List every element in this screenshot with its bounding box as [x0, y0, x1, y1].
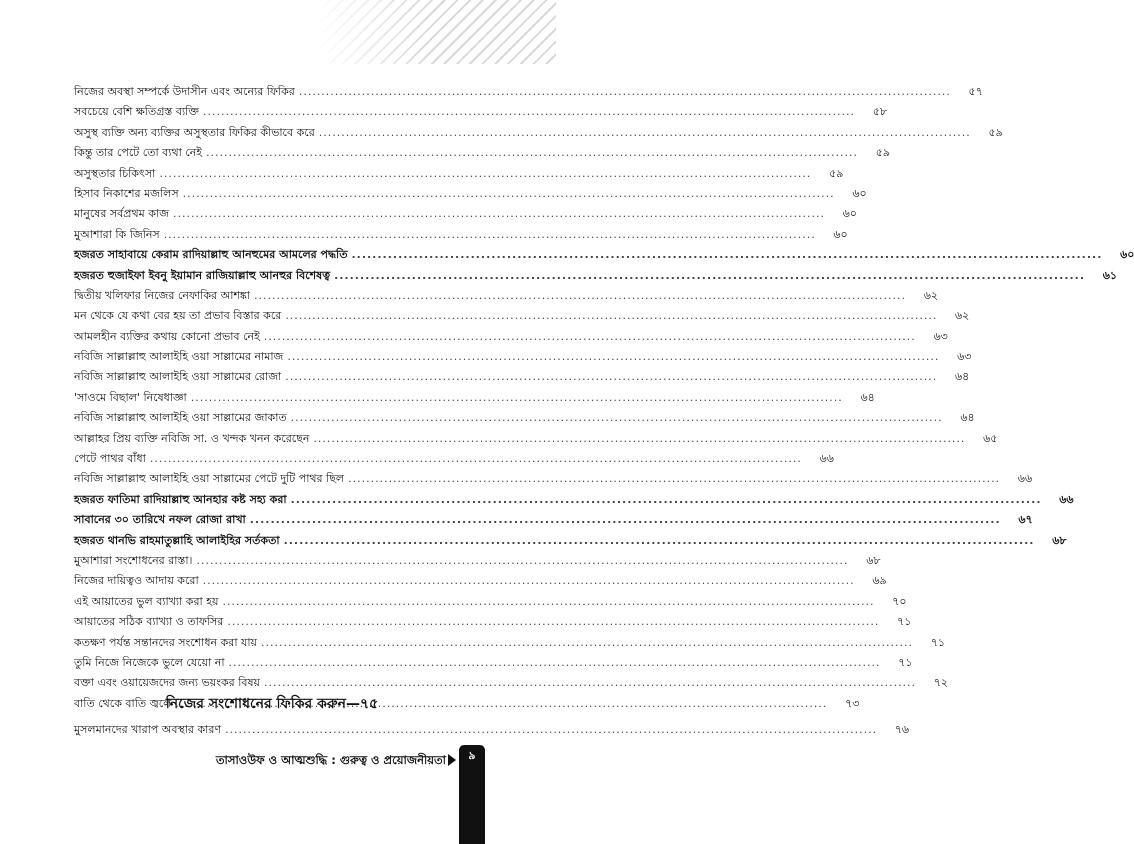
toc-entry-title: হজরত থানভি রাহমাতুল্লাহি আলাইহির সর্তকতা	[74, 533, 280, 547]
toc-entry-title: হজরত ফাতিমা রাদিয়াল্লাহু আনহার কষ্ট সহ্য করা	[74, 492, 287, 506]
toc-entry-page: ৭২	[933, 676, 949, 690]
toc-entry-title: হজরত সাহাবায়ে কেরাম রাদিয়াল্লাহু আনহুমের আমলের পদ্ধতি	[74, 248, 348, 262]
toc-entry[interactable]	[74, 653, 913, 673]
toc-entry-page: ৬০	[852, 186, 867, 200]
toc-entry-title: কিন্তু তার পেটে তো ব্যথা নেই	[74, 146, 203, 160]
leader-dots	[223, 592, 875, 612]
toc-entry-title: আল্লাহর প্রিয় ব্যক্তি নবিজি সা. ও খন্দক খনন করেছেন	[74, 431, 310, 445]
toc-entry[interactable]	[74, 571, 887, 591]
toc-entry[interactable]	[74, 164, 844, 184]
toc-entry[interactable]	[74, 184, 867, 204]
toc-entry-page: ৭০	[892, 594, 907, 608]
triangle-right-icon	[448, 754, 456, 766]
toc-entry-title: মন থেকে যে কথা বের হয় তা প্রভাব বিস্তার করে	[74, 309, 282, 323]
toc-entry-page: ৭৩	[845, 696, 860, 710]
leader-dots	[250, 510, 1001, 530]
toc-entry-title: অসুস্থতার চিকিৎসা	[74, 166, 156, 180]
toc-entry[interactable]	[74, 490, 1074, 510]
toc-entry-title: কতক্ষণ পর্যন্ত সন্তানদের সংশোধন করা যায়	[74, 635, 258, 649]
toc-entry[interactable]	[74, 327, 948, 347]
page-number: ৯	[468, 749, 476, 762]
toc-entry-title: বক্তা এবং ওয়ায়েজদের জন্য ভয়ংকর বিষয়	[74, 676, 261, 690]
toc-entry-page: ৭১	[897, 615, 912, 629]
toc-entry-title: সবচেয়ে বেশি ক্ষতিগ্রস্ত ব্যক্তি	[74, 105, 199, 119]
leader-dots	[173, 204, 825, 224]
leader-dots	[225, 720, 877, 740]
leader-dots	[319, 123, 971, 143]
toc-entry-page: ৫৯	[988, 125, 1003, 139]
toc-entry[interactable]	[74, 612, 912, 632]
toc-entry-page: ৫৯	[875, 146, 891, 160]
toc-entry-page: ৫৭	[968, 85, 983, 98]
toc-entry-title: নবিজি সাল্লাল্লাহু আলাইহি ওয়া সাল্লামের নামাজ	[74, 350, 284, 364]
toc-entry-page: ৬১	[1102, 268, 1117, 282]
leader-dots	[285, 367, 937, 387]
leader-dots	[264, 327, 916, 347]
toc-entry-title: মুআশারা সংশোধনের রাস্তা।	[74, 553, 193, 567]
leader-dots	[206, 143, 858, 163]
leader-dots	[285, 306, 937, 326]
leader-dots	[299, 82, 951, 102]
leader-dots	[203, 102, 855, 122]
leader-dots	[227, 612, 879, 632]
toc-entry-title: দ্বিতীয় খলিফার নিজের নেফাকির আশঙ্কা	[74, 288, 250, 302]
leader-dots	[348, 469, 1000, 489]
toc-entry[interactable]	[74, 367, 970, 387]
toc-entry[interactable]	[74, 143, 891, 163]
toc-entry-page: ৬৯	[872, 574, 887, 588]
toc-entry-title: হিসাব নিকাশের মজলিস	[74, 186, 179, 200]
toc-entry-title: নবিজি সাল্লাল্লাহু আলাইহি ওয়া সাল্লামের জাকাত	[74, 411, 287, 425]
toc-entry-page: ৬৬	[819, 452, 834, 466]
toc-entry-title: নবিজি সাল্লাল্লাহু আলাইহি ওয়া সাল্লামের রোজা	[74, 370, 282, 384]
toc-entry[interactable]	[74, 469, 1033, 489]
toc-entry[interactable]	[74, 388, 875, 408]
toc-entry-title: নিজের দায়িত্বও আদায় করো	[74, 574, 199, 588]
toc-entry-page: ৬৪	[860, 390, 875, 404]
running-footer-book-title: তাসাওউফ ও আত্মশুদ্ধি : গুরুত্ব ও প্রয়োজনীয়তা	[215, 753, 446, 767]
toc-entry-title: সাবানের ৩০ তারিখে নফল রোজা রাখা	[74, 513, 246, 527]
leader-dots	[196, 551, 848, 571]
leader-dots	[284, 531, 1035, 551]
leader-dots	[150, 449, 802, 469]
toc-entry-title: অসুস্থ ব্যক্তি অন্য ব্যক্তির অসুস্থতার ফিকির কীভাবে করে	[74, 125, 315, 139]
section-table-of-contents	[74, 720, 910, 740]
leader-dots	[287, 347, 939, 367]
toc-entry-page: ৬৪	[954, 370, 970, 384]
toc-entry[interactable]	[74, 531, 1067, 551]
toc-entry-title: বাতি থেকে বাতি জ্বলে	[74, 696, 172, 710]
toc-entry[interactable]	[74, 266, 1117, 286]
leader-dots	[159, 164, 811, 184]
leader-dots	[264, 673, 916, 693]
toc-entry[interactable]	[74, 449, 834, 469]
toc-entry[interactable]	[74, 225, 848, 245]
corner-stripe-pattern	[316, 0, 556, 64]
leader-dots	[203, 571, 855, 591]
toc-entry-page: ৬৪	[960, 411, 975, 425]
leader-dots	[164, 225, 816, 245]
toc-entry-title: আয়াতের সঠিক ব্যাখ্যা ও তাফসির	[74, 615, 224, 629]
toc-entry-page: ৫৯	[829, 166, 844, 180]
toc-entry[interactable]	[74, 510, 1033, 530]
toc-entry-page: ৬০	[833, 227, 848, 241]
toc-entry-title: পেটে পাথর বাঁধা	[74, 452, 146, 466]
toc-entry-page: ৬৮	[1052, 533, 1067, 547]
toc-entry-page: ৬৮	[866, 553, 881, 567]
leader-dots	[183, 184, 835, 204]
toc-entry-page: ৭১	[930, 635, 946, 649]
toc-entry-title: মুআশারা কি জিনিস	[74, 227, 160, 241]
toc-entry-title: হজরত হুজাইফা ইবনু ইয়ামান রাজিয়াল্লাহু আনহুর বিশেষত্ব	[74, 268, 331, 282]
toc-entry[interactable]	[74, 286, 938, 306]
toc-entry[interactable]	[74, 429, 998, 449]
toc-entry-page: ৭৬	[894, 723, 910, 736]
leader-dots	[254, 286, 906, 306]
toc-entry-page: ৭১	[898, 655, 913, 669]
toc-entry-title: তুমি নিজে নিজেকে ভুলে যেয়ো না	[74, 655, 225, 669]
leader-dots	[313, 429, 965, 449]
toc-entry[interactable]	[74, 245, 1134, 265]
toc-entry-page: ৬৬	[1059, 492, 1074, 506]
toc-entry-page: ৫৮	[872, 105, 887, 119]
toc-entry-page: ৬৫	[983, 431, 998, 445]
toc-entry[interactable]	[74, 306, 970, 326]
toc-entry[interactable]	[74, 673, 949, 693]
toc-entry-page: ৬২	[955, 309, 970, 323]
toc-entry[interactable]	[74, 408, 975, 428]
toc-entry[interactable]	[74, 592, 907, 612]
leader-dots	[334, 266, 1085, 286]
toc-entry[interactable]	[74, 82, 983, 102]
toc-entry-page: ৬০	[1120, 248, 1134, 262]
toc-entry-title: নবিজি সাল্লাল্লাহু আলাইহি ওয়া সাল্লামের পেটে দুটি পাথর ছিল	[74, 472, 345, 486]
toc-entry[interactable]	[74, 633, 946, 653]
leader-dots	[191, 388, 843, 408]
toc-entry-title: নিজের অবস্থা সম্পর্কে উদাসীন এবং অন্যের ফিকির	[74, 85, 295, 98]
toc-entry-page: ৬০	[842, 207, 857, 221]
toc-entry[interactable]	[74, 123, 1003, 143]
toc-entry[interactable]	[74, 720, 910, 740]
toc-entry[interactable]	[74, 551, 881, 571]
toc-entry-title: এই আয়াতের ভুল ব্যাখ্যা করা হয়	[74, 594, 219, 608]
table-of-contents	[74, 82, 1134, 714]
toc-entry-page: ৬৬	[1017, 472, 1033, 486]
toc-entry-page: ৬৭	[1018, 513, 1033, 527]
leader-dots	[291, 490, 1042, 510]
toc-entry-page: ৬৩	[957, 350, 972, 364]
toc-entry[interactable]	[74, 102, 887, 122]
toc-entry-title: আমলহীন ব্যক্তির কথায় কোনো প্রভাব নেই	[74, 329, 260, 343]
leader-dots	[261, 633, 913, 653]
leader-dots	[351, 245, 1102, 265]
toc-entry-title: মানুষের সর্বপ্রথম কাজ	[74, 207, 169, 221]
toc-entry[interactable]	[74, 347, 972, 367]
toc-entry-page: ৬৩	[933, 329, 948, 343]
leader-dots	[291, 408, 943, 428]
toc-entry[interactable]	[74, 204, 857, 224]
toc-entry-title: মুসলমানদের খারাপ অবস্থার কারণ	[74, 723, 222, 736]
section-heading: নিজের সংশোধনের ফিকির করুন—৭৫	[165, 696, 379, 712]
leader-dots	[229, 653, 881, 673]
toc-entry-page: ৬২	[923, 288, 938, 302]
toc-entry-title: 'সাওমে বিছাল' নিষেধাজ্ঞা	[74, 390, 187, 404]
